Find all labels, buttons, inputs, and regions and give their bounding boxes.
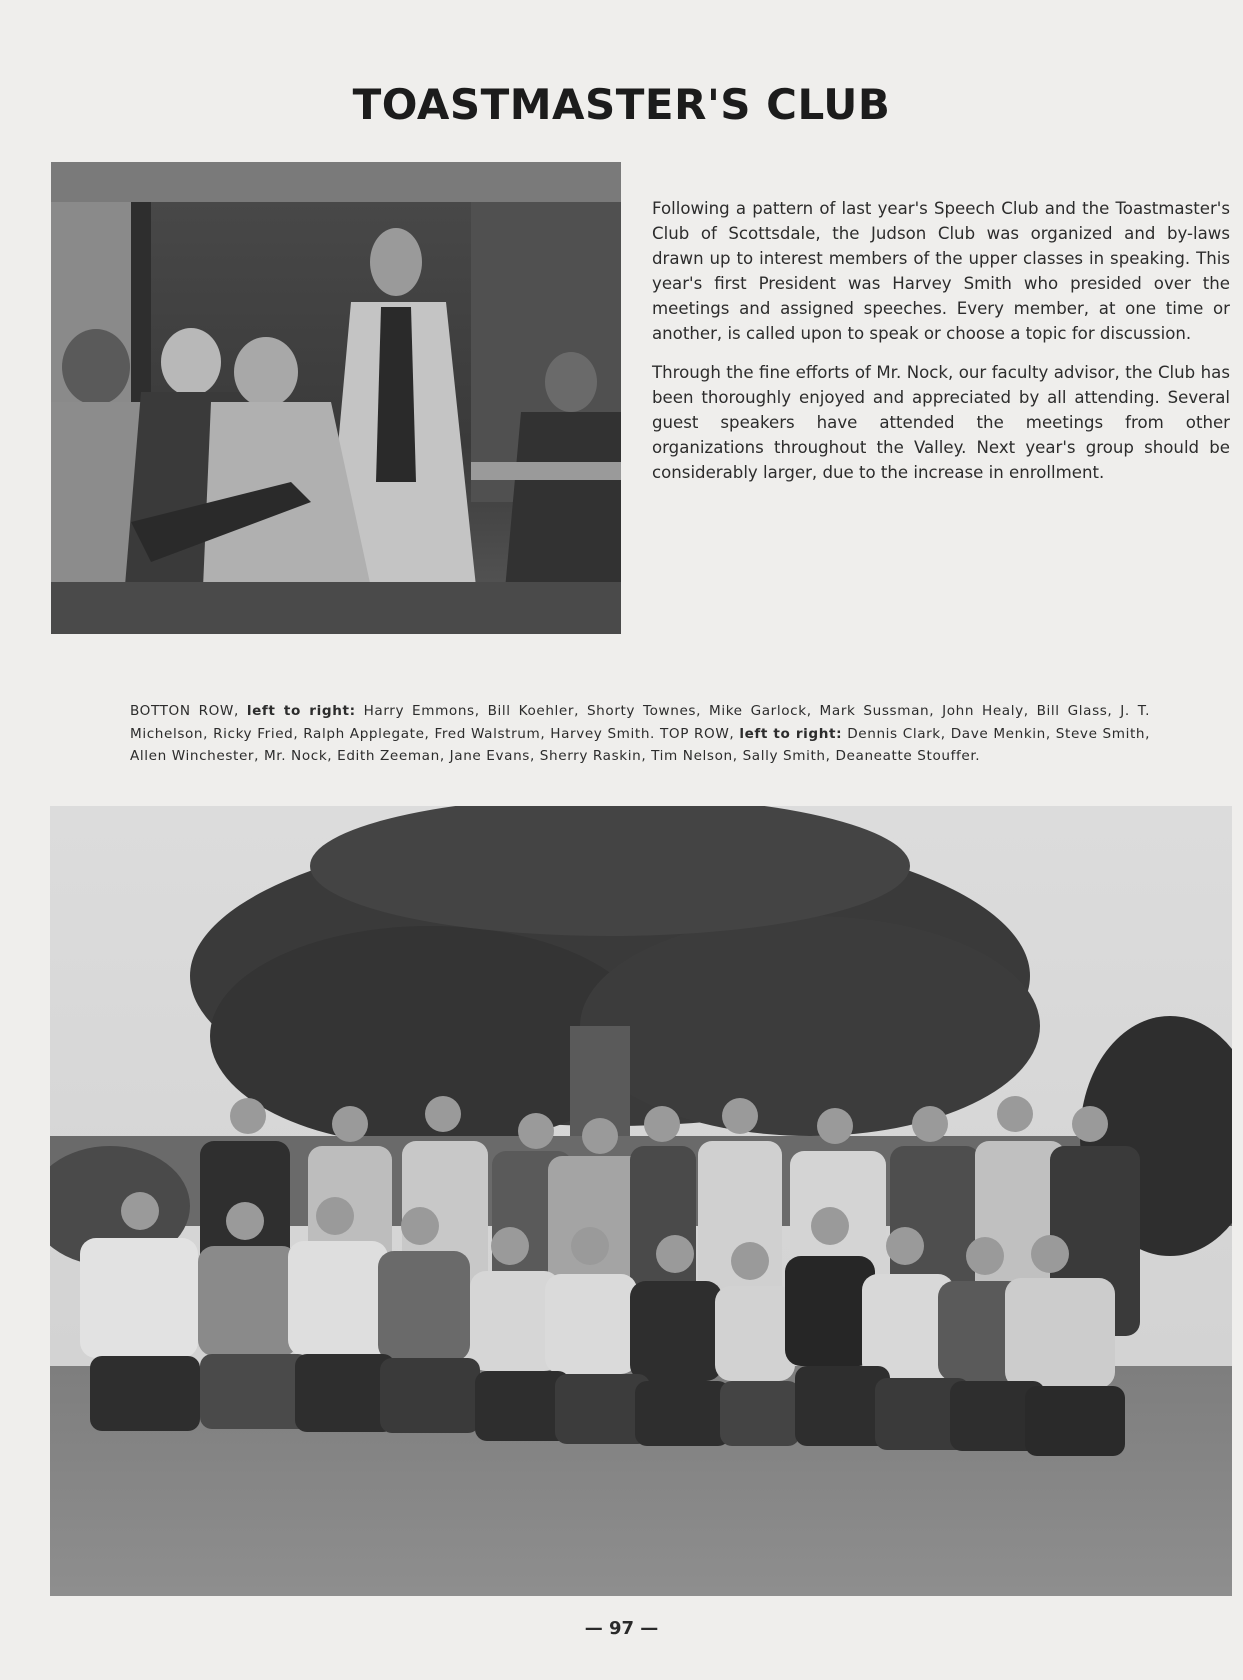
top-row-direction: left to right: bbox=[739, 725, 843, 742]
article-paragraph: Following a pattern of last year's Speech Club and the Toastmaster's Club of Scottsdale, the Judson Club was organized and by-laws drawn up to interest members of the upper classes in speaking. This year's first President was Harvey Smith who presided over the meetings and assigned speeches. Every member, at one time or another, is called upon to speak or choose a topic for discussion. bbox=[652, 199, 1230, 343]
article-text bbox=[652, 196, 1230, 499]
group-photo bbox=[50, 806, 1232, 1596]
bottom-row-direction: left to right: bbox=[246, 703, 356, 719]
bottom-row-names: Harry Emmons, Bill Koehler, Shorty Townes, Mike Garlock, Mark Sussman, John Healy, Bill Glass, J. T. Michelson, Ricky Fried, Ralph Applegate, Fred Walstrum, Harvey Smith. bbox=[130, 703, 1150, 742]
group-photo-caption bbox=[130, 700, 1150, 768]
page-title: TOASTMASTER'S CLUB bbox=[352, 80, 891, 129]
page-number: — 97 — bbox=[584, 1618, 659, 1639]
bottom-row-heading: BOTTON ROW, bbox=[130, 703, 239, 719]
speaker-photo bbox=[51, 162, 621, 634]
article-paragraph: Through the fine efforts of Mr. Nock, our faculty advisor, the Club has been thoroughly enjoyed and appreciated by all attending. Several guest speakers have attended the meetings from other organizations throughout the Valley. Next year's group should be considerably larger, due to the increase in enrollment. bbox=[652, 363, 1230, 482]
top-row-names: Dennis Clark, Dave Menkin, Steve Smith, Allen Winchester, Mr. Nock, Edith Zeeman, Jane Evans, Sherry Raskin, Tim Nelson, Sally Smith, Deaneatte Stouffer. bbox=[130, 725, 1151, 764]
top-row-heading: TOP ROW, bbox=[659, 725, 735, 742]
